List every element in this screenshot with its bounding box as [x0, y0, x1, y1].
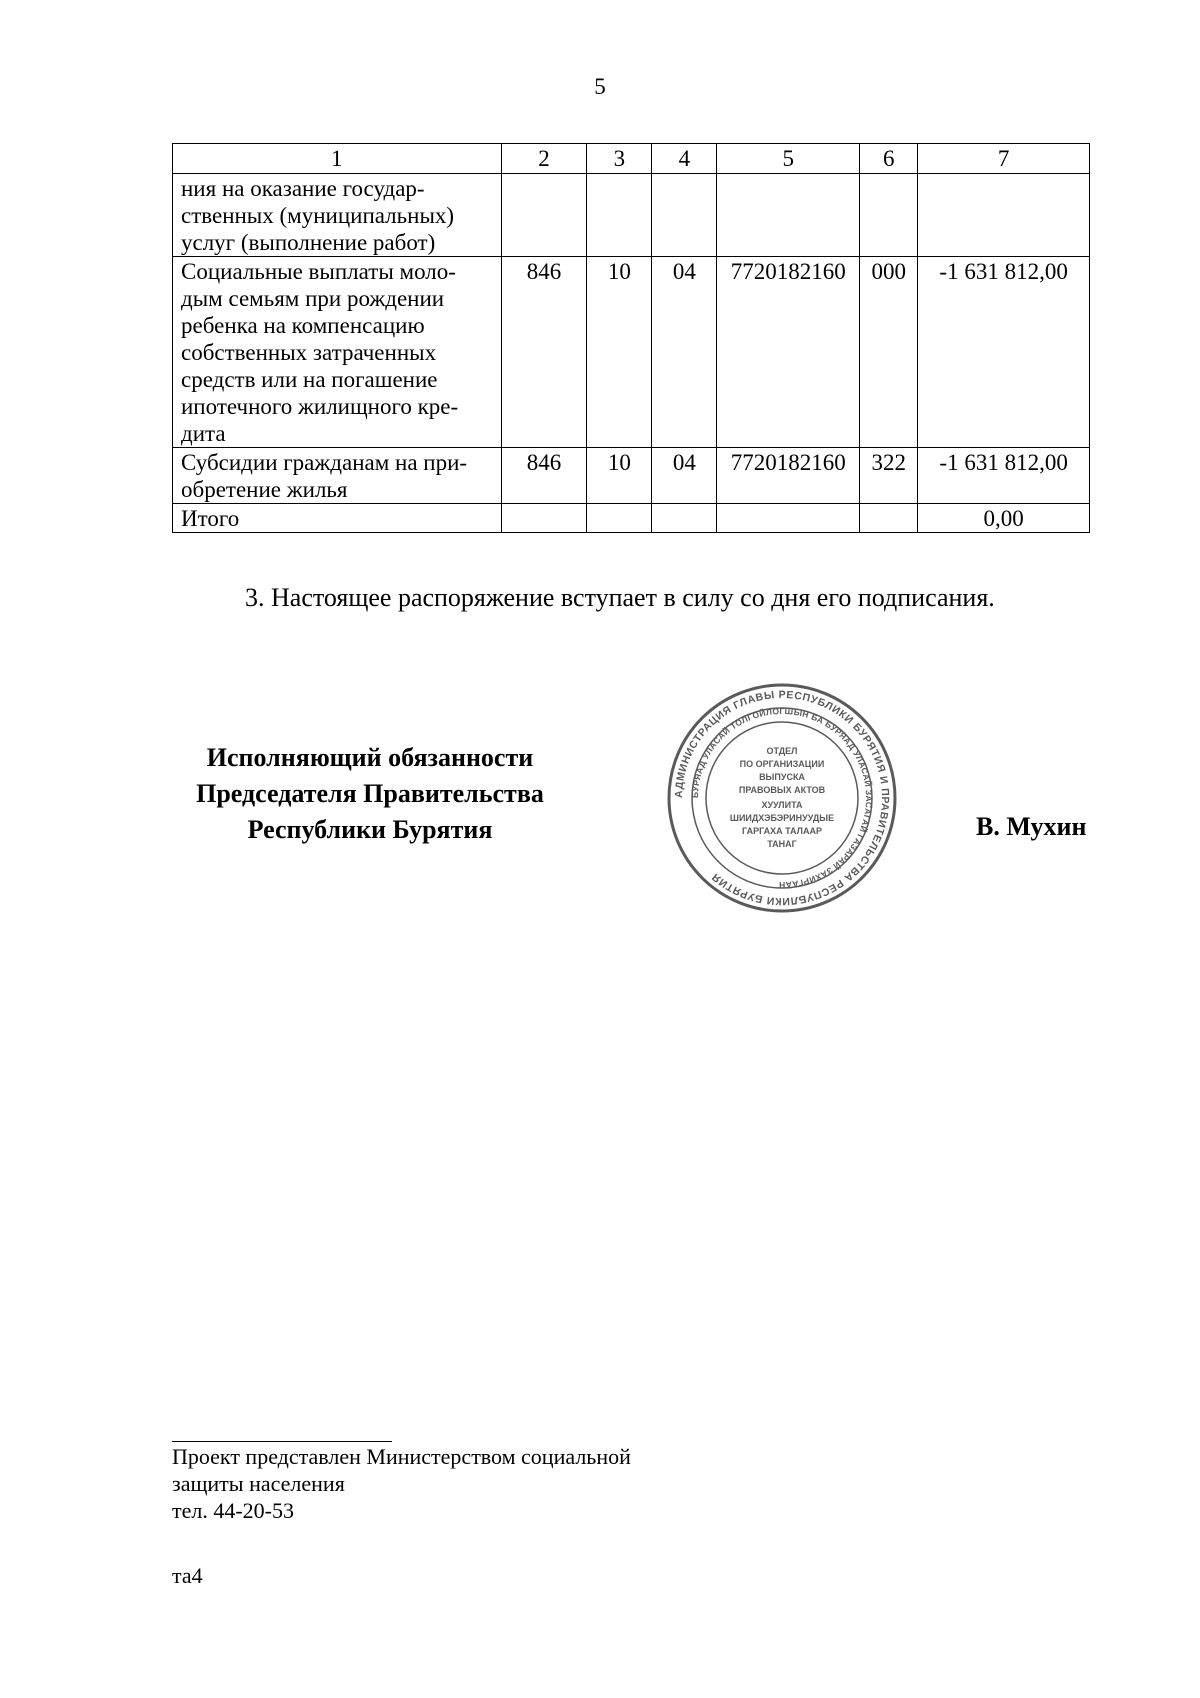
table-header-row	[173, 144, 1090, 174]
row-name-cell	[173, 504, 502, 533]
row-name-line: обретение жилья	[181, 477, 348, 502]
cell-expense-type	[860, 504, 918, 533]
cell-section: 10	[587, 448, 652, 504]
row-name-line: ния на оказание государ-	[181, 176, 425, 201]
svg-text:ОТДЕЛ: ОТДЕЛ	[766, 746, 798, 756]
table-row	[173, 448, 1090, 504]
row-name-cell	[173, 257, 502, 448]
row-name-line: ипотечного жилищного кре-	[181, 394, 459, 419]
seal-rings	[669, 685, 895, 911]
author-code: та4	[172, 1563, 203, 1588]
cell-subsection: 04	[652, 257, 717, 448]
cell-target-article: 7720182160	[717, 448, 860, 504]
signatory-title	[150, 740, 590, 848]
row-name-line: Социальные выплаты моло-	[181, 259, 456, 284]
row-name-line: Субсидии гражданам на при-	[181, 450, 468, 475]
page-number: 5	[594, 74, 606, 99]
column-header: 3	[587, 144, 652, 174]
cell-target-article: 7720182160	[717, 257, 860, 448]
row-name-line: услуг (выполнение работ)	[181, 230, 436, 255]
column-header: 7	[918, 144, 1090, 174]
column-header: 5	[717, 144, 860, 174]
column-header: 4	[652, 144, 717, 174]
signatory-title-line: Республики Бурятия	[247, 815, 493, 844]
svg-text:ПО ОРГАНИЗАЦИИ: ПО ОРГАНИЗАЦИИ	[739, 759, 825, 769]
svg-text:ТАНАГ: ТАНАГ	[767, 839, 797, 849]
seal-second-ring-text: БУРЯАД УЛАСАЙ ТОЛГОЙЛОГШЫН БА БУРЯАД УЛАСАЙ ЗАСАГАЙ ГАЗАРАЙ ЗАХИРГААН	[689, 705, 875, 891]
table-row	[173, 257, 1090, 448]
cell-section	[587, 174, 652, 257]
column-header: 6	[860, 144, 918, 174]
budget-table	[172, 143, 1090, 533]
seal-center-text	[730, 746, 834, 849]
row-name-line: дита	[181, 421, 226, 446]
seal-outer-text: АДМИНИСТРАЦИЯ ГЛАВЫ РЕСПУБЛИКИ БУРЯТИЯ И ПРАВИТЕЛЬСТВА РЕСПУБЛИКИ БУРЯТИЯ	[672, 688, 892, 908]
svg-text:ПРАВОВЫХ АКТОВ: ПРАВОВЫХ АКТОВ	[738, 785, 826, 795]
signatory-title-line: Председателя Правительства	[196, 779, 544, 808]
column-header: 1	[173, 144, 502, 174]
row-name-line: ребенка на компенсацию	[181, 313, 425, 338]
cell-subsection	[652, 174, 717, 257]
row-name-cell	[173, 174, 502, 257]
row-name-line: средств или на погашение	[181, 367, 438, 392]
svg-text:ГАРГАХА ТАЛААР: ГАРГАХА ТАЛААР	[742, 826, 822, 836]
cell-section	[587, 504, 652, 533]
row-name-line: собственных затраченных	[181, 340, 437, 365]
footnote-line: тел. 44-20-53	[172, 1498, 295, 1523]
cell-expense-type: 322	[860, 448, 918, 504]
column-header: 2	[501, 144, 587, 174]
row-name-line: Итого	[181, 506, 240, 531]
svg-text:ВЫПУСКА: ВЫПУСКА	[759, 772, 805, 782]
cell-subsection	[652, 504, 717, 533]
cell-admin-code	[501, 504, 587, 533]
official-seal	[666, 682, 898, 914]
footnote-line: защиты населения	[172, 1471, 345, 1496]
svg-text:ШИИДХЭБЭРИНУУДЫЕ: ШИИДХЭБЭРИНУУДЫЕ	[729, 813, 835, 823]
svg-text:ХУУЛИТА: ХУУЛИТА	[761, 800, 803, 810]
row-name-line: ственных (муниципальных)	[181, 203, 455, 228]
cell-admin-code	[501, 174, 587, 257]
signatory-name: В. Мухин	[976, 812, 1087, 841]
cell-amount: -1 631 812,00	[918, 448, 1090, 504]
row-name-line: дым семьям при рождении	[181, 286, 445, 311]
cell-amount: -1 631 812,00	[918, 257, 1090, 448]
footnote	[172, 1443, 631, 1524]
footnote-line: Проект представлен Министерством социальной	[172, 1444, 631, 1469]
cell-section: 10	[587, 257, 652, 448]
cell-admin-code: 846	[501, 257, 587, 448]
cell-target-article	[717, 504, 860, 533]
cell-expense-type: 000	[860, 257, 918, 448]
cell-target-article	[717, 174, 860, 257]
cell-subsection: 04	[652, 448, 717, 504]
paragraph-3: 3. Настоящее распоряжение вступает в силу со дня его подписания.	[245, 583, 995, 612]
cell-expense-type	[860, 174, 918, 257]
footnote-divider	[172, 1441, 392, 1442]
row-name-cell	[173, 448, 502, 504]
cell-amount	[918, 174, 1090, 257]
table-row	[173, 174, 1090, 257]
signatory-title-line: Исполняющий обязанности	[206, 743, 534, 772]
table-total-row	[173, 504, 1090, 533]
cell-total-amount: 0,00	[918, 504, 1090, 533]
cell-admin-code: 846	[501, 448, 587, 504]
